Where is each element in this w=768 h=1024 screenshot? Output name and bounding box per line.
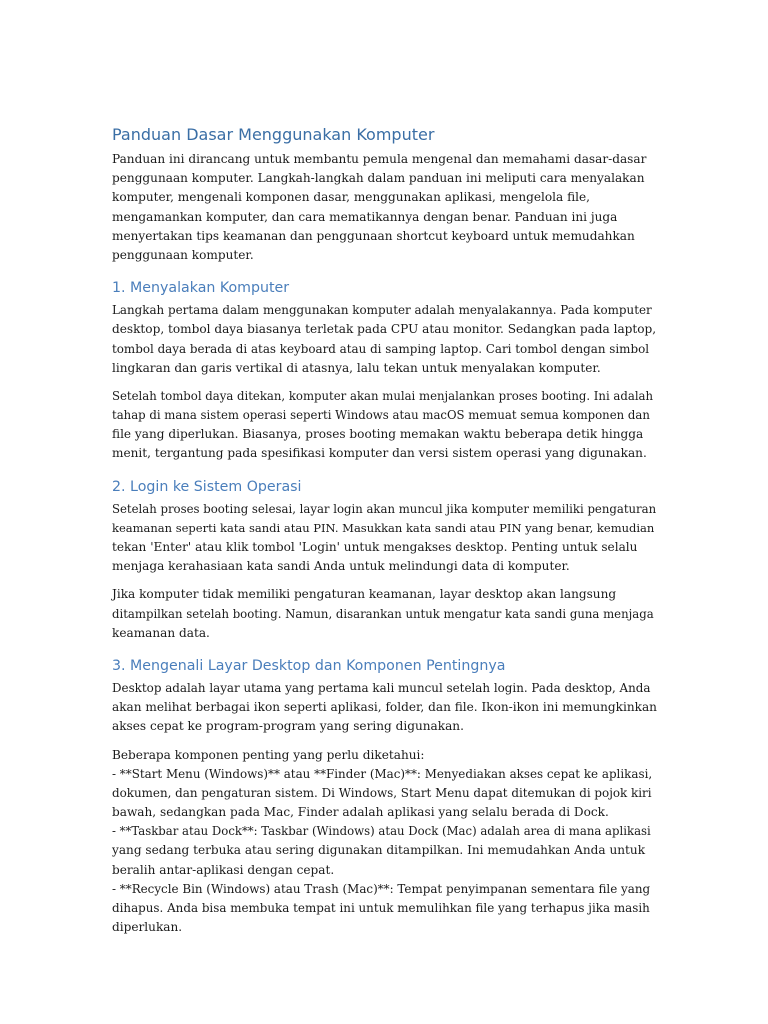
section-heading-3: 3. Mengenali Layar Desktop dan Komponen Pentingnya: [112, 657, 506, 674]
section-3-paragraph-1: [112, 679, 657, 737]
text-line: keamanan seperti kata sandi atau PIN. Masukkan kata sandi atau PIN yang benar, kemudian: [112, 520, 655, 535]
text-line: tombol daya berada di atas keyboard atau di samping laptop. Cari tombol dengan simbol: [112, 341, 650, 356]
section-heading-1: 1. Menyalakan Komputer: [112, 280, 290, 297]
text-line: file yang diperlukan. Biasanya, proses booting memakan waktu beberapa detik hingga: [112, 427, 644, 442]
text-line: beralih antar-aplikasi dengan cepat.: [112, 862, 335, 877]
text-line: bawah, sedangkan pada Mac, Finder adalah aplikasi yang selalu berada di Dock.: [112, 805, 609, 820]
list-item-taskbar: - **Taskbar atau Dock**: Taskbar (Windows) atau Dock (Mac) adalah area di mana aplikasi: [112, 824, 651, 839]
text-line: penggunaan komputer. Langkah-langkah dalam panduan ini meliputi cara menyalakan: [112, 171, 645, 186]
text-line: diperlukan.: [112, 920, 183, 935]
section-1-paragraph-1: [112, 301, 657, 378]
text-line: Setelah tombol daya ditekan, komputer akan mulai menjalankan proses booting. Ini adalah: [112, 388, 654, 403]
text-line: lingkaran dan garis vertikal di atasnya, lalu tekan untuk menyalakan komputer.: [112, 360, 601, 375]
intro-paragraph: [112, 150, 657, 265]
text-line: penggunaan komputer.: [112, 247, 254, 262]
text-line: yang sedang terbuka atau sering digunakan ditampilkan. Ini memudahkan Anda untuk: [112, 843, 646, 858]
text-line: tekan 'Enter' atau klik tombol 'Login' untuk mengakses desktop. Penting untuk selalu: [112, 540, 638, 554]
text-line: menjaga kerahasiaan kata sandi Anda untuk melindungi data di komputer.: [112, 559, 570, 574]
section-2-paragraph-1: [112, 500, 657, 577]
text-line: dihapus. Anda bisa membuka tempat ini untuk memulihkan file yang terhapus jika masih: [112, 901, 650, 915]
text-line: Langkah pertama dalam menggunakan komputer adalah menyalakannya. Pada komputer: [112, 303, 652, 318]
text-line: akses cepat ke program-program yang sering digunakan.: [112, 719, 464, 734]
section-heading-2: 2. Login ke Sistem Operasi: [112, 478, 302, 495]
text-line: Jika komputer tidak memiliki pengaturan keamanan, layar desktop akan langsung: [112, 587, 617, 602]
text-line: akan melihat berbagai ikon seperti aplikasi, folder, dan file. Ikon-ikon ini memungkinkan: [112, 700, 657, 715]
text-line: keamanan data.: [112, 625, 210, 640]
section-3-paragraph-2: [112, 746, 657, 938]
text-line: tahap di mana sistem operasi seperti Windows atau macOS memuat semua komponen dan: [112, 408, 650, 423]
section-2-paragraph-2: [112, 585, 657, 643]
text-line: dokumen, dan pengaturan sistem. Di Windows, Start Menu dapat ditemukan di pojok kiri: [112, 785, 652, 800]
text-line: Setelah proses booting selesai, layar login akan muncul jika komputer memiliki pengaturan: [112, 501, 657, 516]
text-line: Desktop adalah layar utama yang pertama kali muncul setelah login. Pada desktop, Anda: [112, 680, 651, 695]
section-1-paragraph-2: [112, 387, 657, 464]
text-line: menit, tergantung pada spesifikasi komputer dan versi sistem operasi yang digunakan.: [112, 446, 647, 461]
text-line: ditampilkan setelah booting. Namun, disarankan untuk mengatur kata sandi guna menjaga: [112, 606, 654, 621]
text-line: menyertakan tips keamanan dan penggunaan shortcut keyboard untuk memudahkan: [112, 228, 635, 243]
text-line: Beberapa komponen penting yang perlu diketahui:: [112, 747, 425, 762]
text-line: mengamankan komputer, dan cara mematikannya dengan benar. Panduan ini juga: [112, 209, 618, 224]
text-line: Panduan ini dirancang untuk membantu pemula mengenal dan memahami dasar-dasar: [112, 152, 647, 166]
document-title: Panduan Dasar Menggunakan Komputer: [112, 125, 435, 144]
list-item-start-menu: - **Start Menu (Windows)** atau **Finder (Mac)**: Menyediakan akses cepat ke aplikasi,: [112, 766, 653, 781]
list-item-recycle-bin: - **Recycle Bin (Windows) atau Trash (Mac)**: Tempat penyimpanan sementara file yang: [112, 881, 651, 896]
text-line: desktop, tombol daya biasanya terletak pada CPU atau monitor. Sedangkan pada laptop,: [112, 322, 657, 337]
text-line: komputer, mengenali komponen dasar, menggunakan aplikasi, mengelola file,: [112, 190, 591, 205]
document-page: [112, 124, 657, 937]
